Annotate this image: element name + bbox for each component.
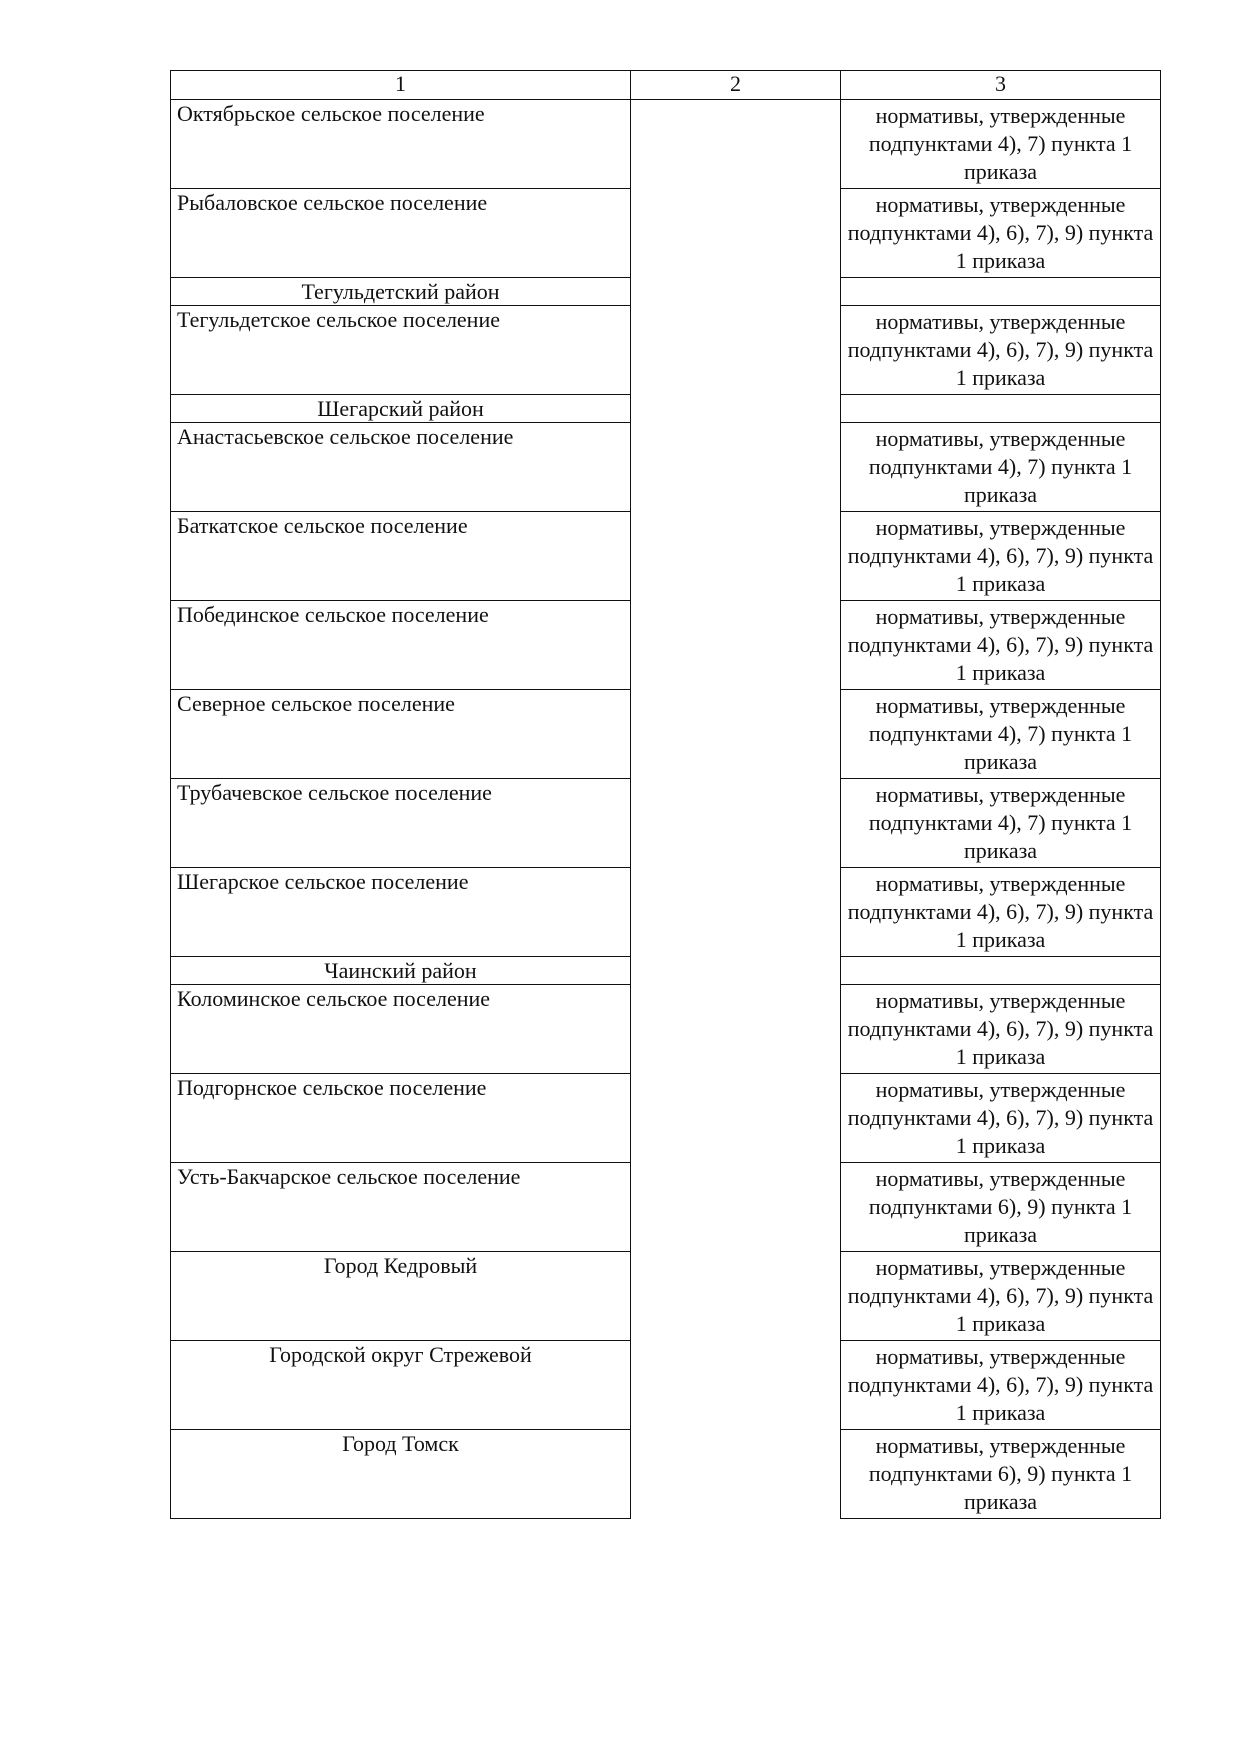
header-col-3: 3 xyxy=(841,71,1161,100)
table-row xyxy=(171,1074,1161,1163)
settlement-name: Побединское сельское поселение xyxy=(171,601,631,690)
group-col-2 xyxy=(631,957,841,985)
table-row xyxy=(171,1341,1161,1430)
col-2-cell xyxy=(631,100,841,189)
col-2-cell xyxy=(631,1074,841,1163)
norms-cell: нормативы, утвержденные подпунктами 4), 6), 7), 9) пункта 1 приказа xyxy=(841,1074,1161,1163)
norms-cell: нормативы, утвержденные подпунктами 4), 6), 7), 9) пункта 1 приказа xyxy=(841,868,1161,957)
group-col-2 xyxy=(631,395,841,423)
header-row xyxy=(171,71,1161,100)
group-col-3 xyxy=(841,395,1161,423)
table-row xyxy=(171,1163,1161,1252)
col-2-cell xyxy=(631,423,841,512)
norms-cell: нормативы, утвержденные подпунктами 4), 6), 7), 9) пункта 1 приказа xyxy=(841,1341,1161,1430)
settlement-name: Усть-Бакчарское сельское поселение xyxy=(171,1163,631,1252)
norms-cell: нормативы, утвержденные подпунктами 4), 6), 7), 9) пункта 1 приказа xyxy=(841,306,1161,395)
col-2-cell xyxy=(631,306,841,395)
norms-cell: нормативы, утвержденные подпунктами 4), 7) пункта 1 приказа xyxy=(841,690,1161,779)
norms-cell: нормативы, утвержденные подпунктами 4), 6), 7), 9) пункта 1 приказа xyxy=(841,601,1161,690)
settlement-name: Город Томск xyxy=(171,1430,631,1519)
group-header-row xyxy=(171,278,1161,306)
col-2-cell xyxy=(631,1430,841,1519)
settlement-name: Баткатское сельское поселение xyxy=(171,512,631,601)
settlement-name: Рыбаловское сельское поселение xyxy=(171,189,631,278)
table-row xyxy=(171,423,1161,512)
municipality-norms-table xyxy=(170,70,1161,1519)
norms-cell: нормативы, утвержденные подпунктами 4), 7) пункта 1 приказа xyxy=(841,423,1161,512)
norms-cell: нормативы, утвержденные подпунктами 6), 9) пункта 1 приказа xyxy=(841,1163,1161,1252)
header-col-2: 2 xyxy=(631,71,841,100)
table-row xyxy=(171,1252,1161,1341)
col-2-cell xyxy=(631,1252,841,1341)
table-row xyxy=(171,779,1161,868)
table-row xyxy=(171,189,1161,278)
table-row xyxy=(171,306,1161,395)
norms-cell: нормативы, утвержденные подпунктами 4), 6), 7), 9) пункта 1 приказа xyxy=(841,985,1161,1074)
col-2-cell xyxy=(631,690,841,779)
table-row xyxy=(171,1430,1161,1519)
district-name: Шегарский район xyxy=(171,395,631,423)
table-row xyxy=(171,601,1161,690)
col-2-cell xyxy=(631,868,841,957)
col-2-cell xyxy=(631,985,841,1074)
group-col-3 xyxy=(841,957,1161,985)
col-2-cell xyxy=(631,601,841,690)
settlement-name: Трубачевское сельское поселение xyxy=(171,779,631,868)
norms-cell: нормативы, утвержденные подпунктами 6), 9) пункта 1 приказа xyxy=(841,1430,1161,1519)
district-name: Тегульдетский район xyxy=(171,278,631,306)
group-col-3 xyxy=(841,278,1161,306)
settlement-name: Город Кедровый xyxy=(171,1252,631,1341)
settlement-name: Коломинское сельское поселение xyxy=(171,985,631,1074)
settlement-name: Октябрьское сельское поселение xyxy=(171,100,631,189)
table-row xyxy=(171,868,1161,957)
settlement-name: Городской округ Стрежевой xyxy=(171,1341,631,1430)
settlement-name: Шегарское сельское поселение xyxy=(171,868,631,957)
table-row xyxy=(171,985,1161,1074)
norms-cell: нормативы, утвержденные подпунктами 4), 6), 7), 9) пункта 1 приказа xyxy=(841,189,1161,278)
norms-cell: нормативы, утвержденные подпунктами 4), 7) пункта 1 приказа xyxy=(841,779,1161,868)
table-row xyxy=(171,512,1161,601)
norms-cell: нормативы, утвержденные подпунктами 4), 7) пункта 1 приказа xyxy=(841,100,1161,189)
col-2-cell xyxy=(631,779,841,868)
district-name: Чаинский район xyxy=(171,957,631,985)
col-2-cell xyxy=(631,189,841,278)
header-col-1: 1 xyxy=(171,71,631,100)
table-row xyxy=(171,100,1161,189)
col-2-cell xyxy=(631,1341,841,1430)
settlement-name: Северное сельское поселение xyxy=(171,690,631,779)
settlement-name: Тегульдетское сельское поселение xyxy=(171,306,631,395)
col-2-cell xyxy=(631,512,841,601)
table-row xyxy=(171,690,1161,779)
group-header-row xyxy=(171,957,1161,985)
norms-cell: нормативы, утвержденные подпунктами 4), 6), 7), 9) пункта 1 приказа xyxy=(841,1252,1161,1341)
group-col-2 xyxy=(631,278,841,306)
group-header-row xyxy=(171,395,1161,423)
col-2-cell xyxy=(631,1163,841,1252)
norms-cell: нормативы, утвержденные подпунктами 4), 6), 7), 9) пункта 1 приказа xyxy=(841,512,1161,601)
settlement-name: Подгорнское сельское поселение xyxy=(171,1074,631,1163)
settlement-name: Анастасьевское сельское поселение xyxy=(171,423,631,512)
